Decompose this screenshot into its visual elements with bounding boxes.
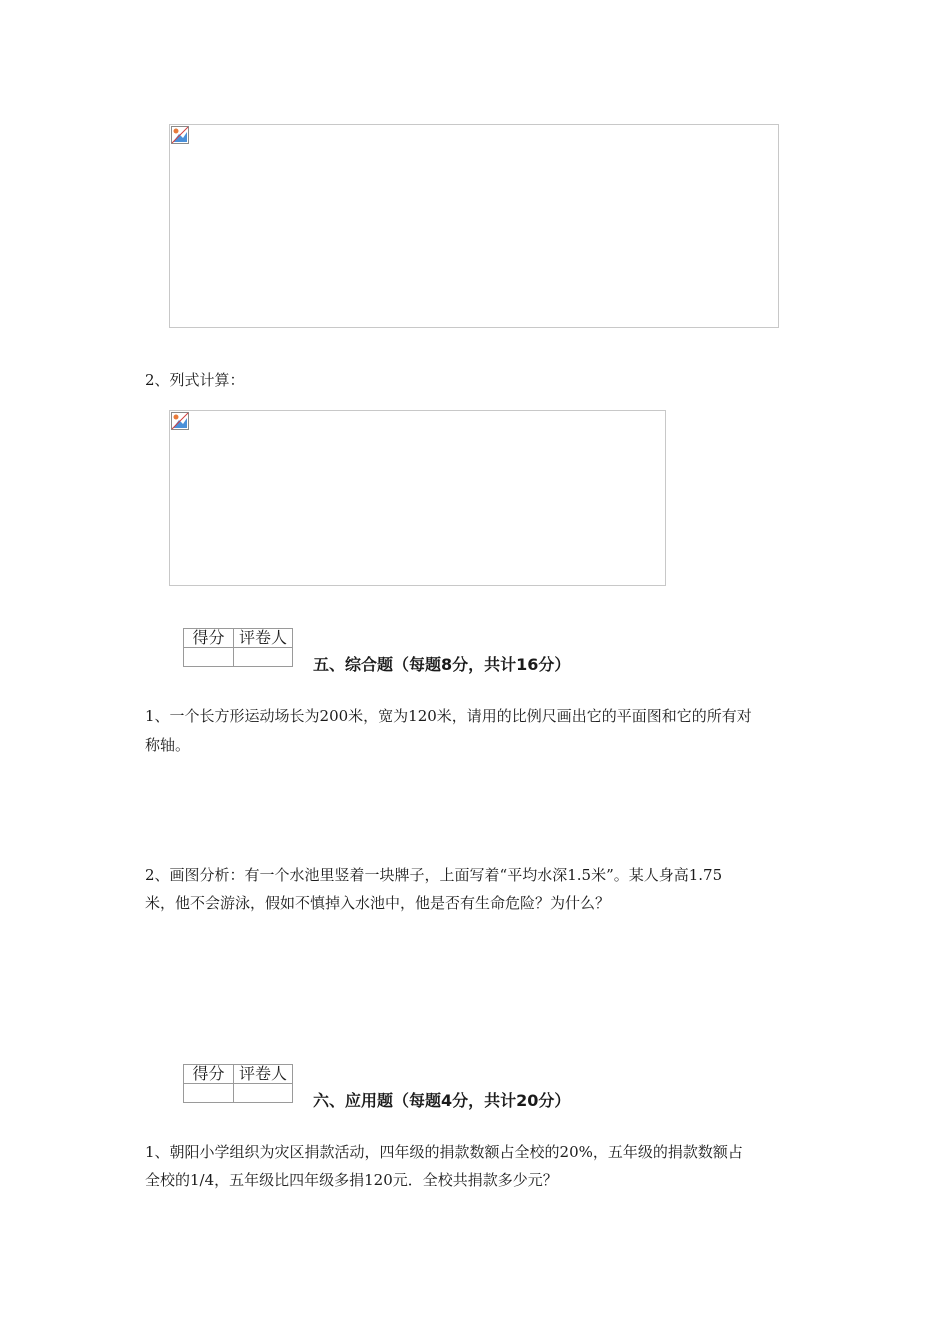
s5-q1-line2: 称轴。 <box>145 736 191 754</box>
s6-q1-line1: 1、朝阳小学组织为灾区捐款活动，四年级的捐款数额占全校的20%，五年级的捐款数额占 <box>145 1143 743 1161</box>
grader-cell[interactable] <box>234 1084 293 1103</box>
image-placeholder-1 <box>169 124 779 328</box>
section-5-title: 五、综合题（每题8分，共计16分） <box>313 655 571 674</box>
question-2-label: 2、列式计算： <box>145 371 245 389</box>
score-header: 得分 <box>184 629 234 648</box>
broken-image-icon <box>171 412 189 430</box>
grader-cell[interactable] <box>234 648 293 667</box>
section-6-title: 六、应用题（每题4分，共计20分） <box>313 1091 571 1110</box>
s5-q2-line2: 米，他不会游泳，假如不慎掉入水池中，他是否有生命危险？为什么？ <box>145 894 611 912</box>
score-cell[interactable] <box>184 648 234 667</box>
s5-q1-line1: 1、一个长方形运动场长为200米，宽为120米，请用的比例尺画出它的平面图和它的所有对 <box>145 707 752 725</box>
s6-q1-line2: 全校的1/4，五年级比四年级多捐120元．全校共捐款多少元？ <box>145 1171 558 1189</box>
s5-q2-line1: 2、画图分析：有一个水池里竖着一块牌子，上面写着“平均水深1.5米”。某人身高1.75 <box>145 866 723 884</box>
image-placeholder-2 <box>169 410 666 586</box>
score-cell[interactable] <box>184 1084 234 1103</box>
grader-header: 评卷人 <box>234 629 293 648</box>
score-table-1 <box>183 628 293 667</box>
grader-header: 评卷人 <box>234 1065 293 1084</box>
score-table-2 <box>183 1064 293 1103</box>
score-header: 得分 <box>184 1065 234 1084</box>
broken-image-icon <box>171 126 189 144</box>
